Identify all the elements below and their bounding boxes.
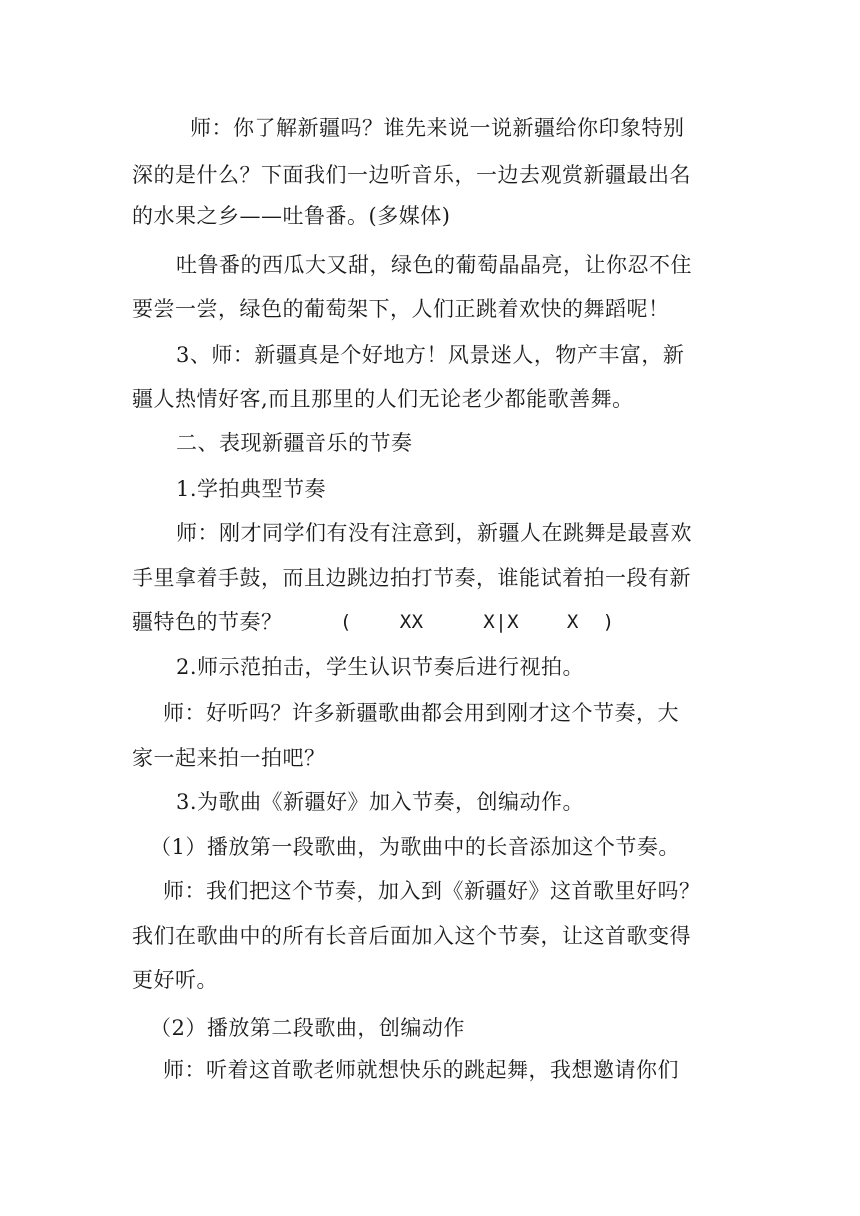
paragraph-line: 家一起来拍一拍吧？ xyxy=(132,746,326,770)
rhythm-notation: ( XX X|X X ) xyxy=(340,611,615,633)
paragraph-line: 疆特色的节奏？ xyxy=(132,610,283,634)
paragraph-line: 3、师：新疆真是个好地方！风景迷人，物产丰富，新 xyxy=(176,343,685,367)
paragraph-line: 手里拿着手鼓，而且边跳边拍打节奏，谁能试着拍一段有新 xyxy=(132,566,691,590)
subsection-heading: 3.为歌曲《新疆好》加入节奏，创编动作。 xyxy=(176,790,585,814)
paragraph-line: 疆人热情好客,而且那里的人们无论老少都能歌善舞。 xyxy=(132,387,634,411)
paragraph-line: 更好听。 xyxy=(132,968,218,992)
paragraph-line: 师：我们把这个节奏，加入到《新疆好》这首歌里好吗？ xyxy=(163,879,701,903)
section-heading: 二、表现新疆音乐的节奏 xyxy=(176,431,413,455)
paragraph-line: 深的是什么？下面我们一边听音乐，一边去观赏新疆最出名 xyxy=(132,163,691,187)
paragraph-line: 我们在歌曲中的所有长音后面加入这个节奏，让这首歌变得 xyxy=(132,924,691,948)
paragraph-line: 吐鲁番的西瓜大又甜，绿色的葡萄晶晶亮，让你忍不住 xyxy=(176,253,692,277)
paragraph-line: 师：刚才同学们有没有注意到，新疆人在跳舞是最喜欢 xyxy=(176,521,692,545)
paragraph-line: 师：你了解新疆吗？谁先来说一说新疆给你印象特别 xyxy=(190,116,685,140)
paragraph-line: 师：听着这首歌老师就想快乐的跳起舞，我想邀请你们 xyxy=(163,1058,679,1082)
paragraph-line: 要尝一尝，绿色的葡萄架下，人们正跳着欢快的舞蹈呢！ xyxy=(132,297,670,321)
subsection-heading: 1.学拍典型节奏 xyxy=(176,477,327,501)
paragraph-line: （2）播放第二段歌曲，创编动作 xyxy=(150,1016,465,1040)
paragraph-line: 的水果之乡——吐鲁番。(多媒体) xyxy=(132,204,451,228)
paragraph-line: （1）播放第一段歌曲，为歌曲中的长音添加这个节奏。 xyxy=(150,835,680,859)
paragraph-line: 师：好听吗？许多新疆歌曲都会用到刚才这个节奏，大 xyxy=(163,701,679,725)
subsection-heading: 2.师示范拍击，学生认识节奏后进行视拍。 xyxy=(176,655,585,679)
